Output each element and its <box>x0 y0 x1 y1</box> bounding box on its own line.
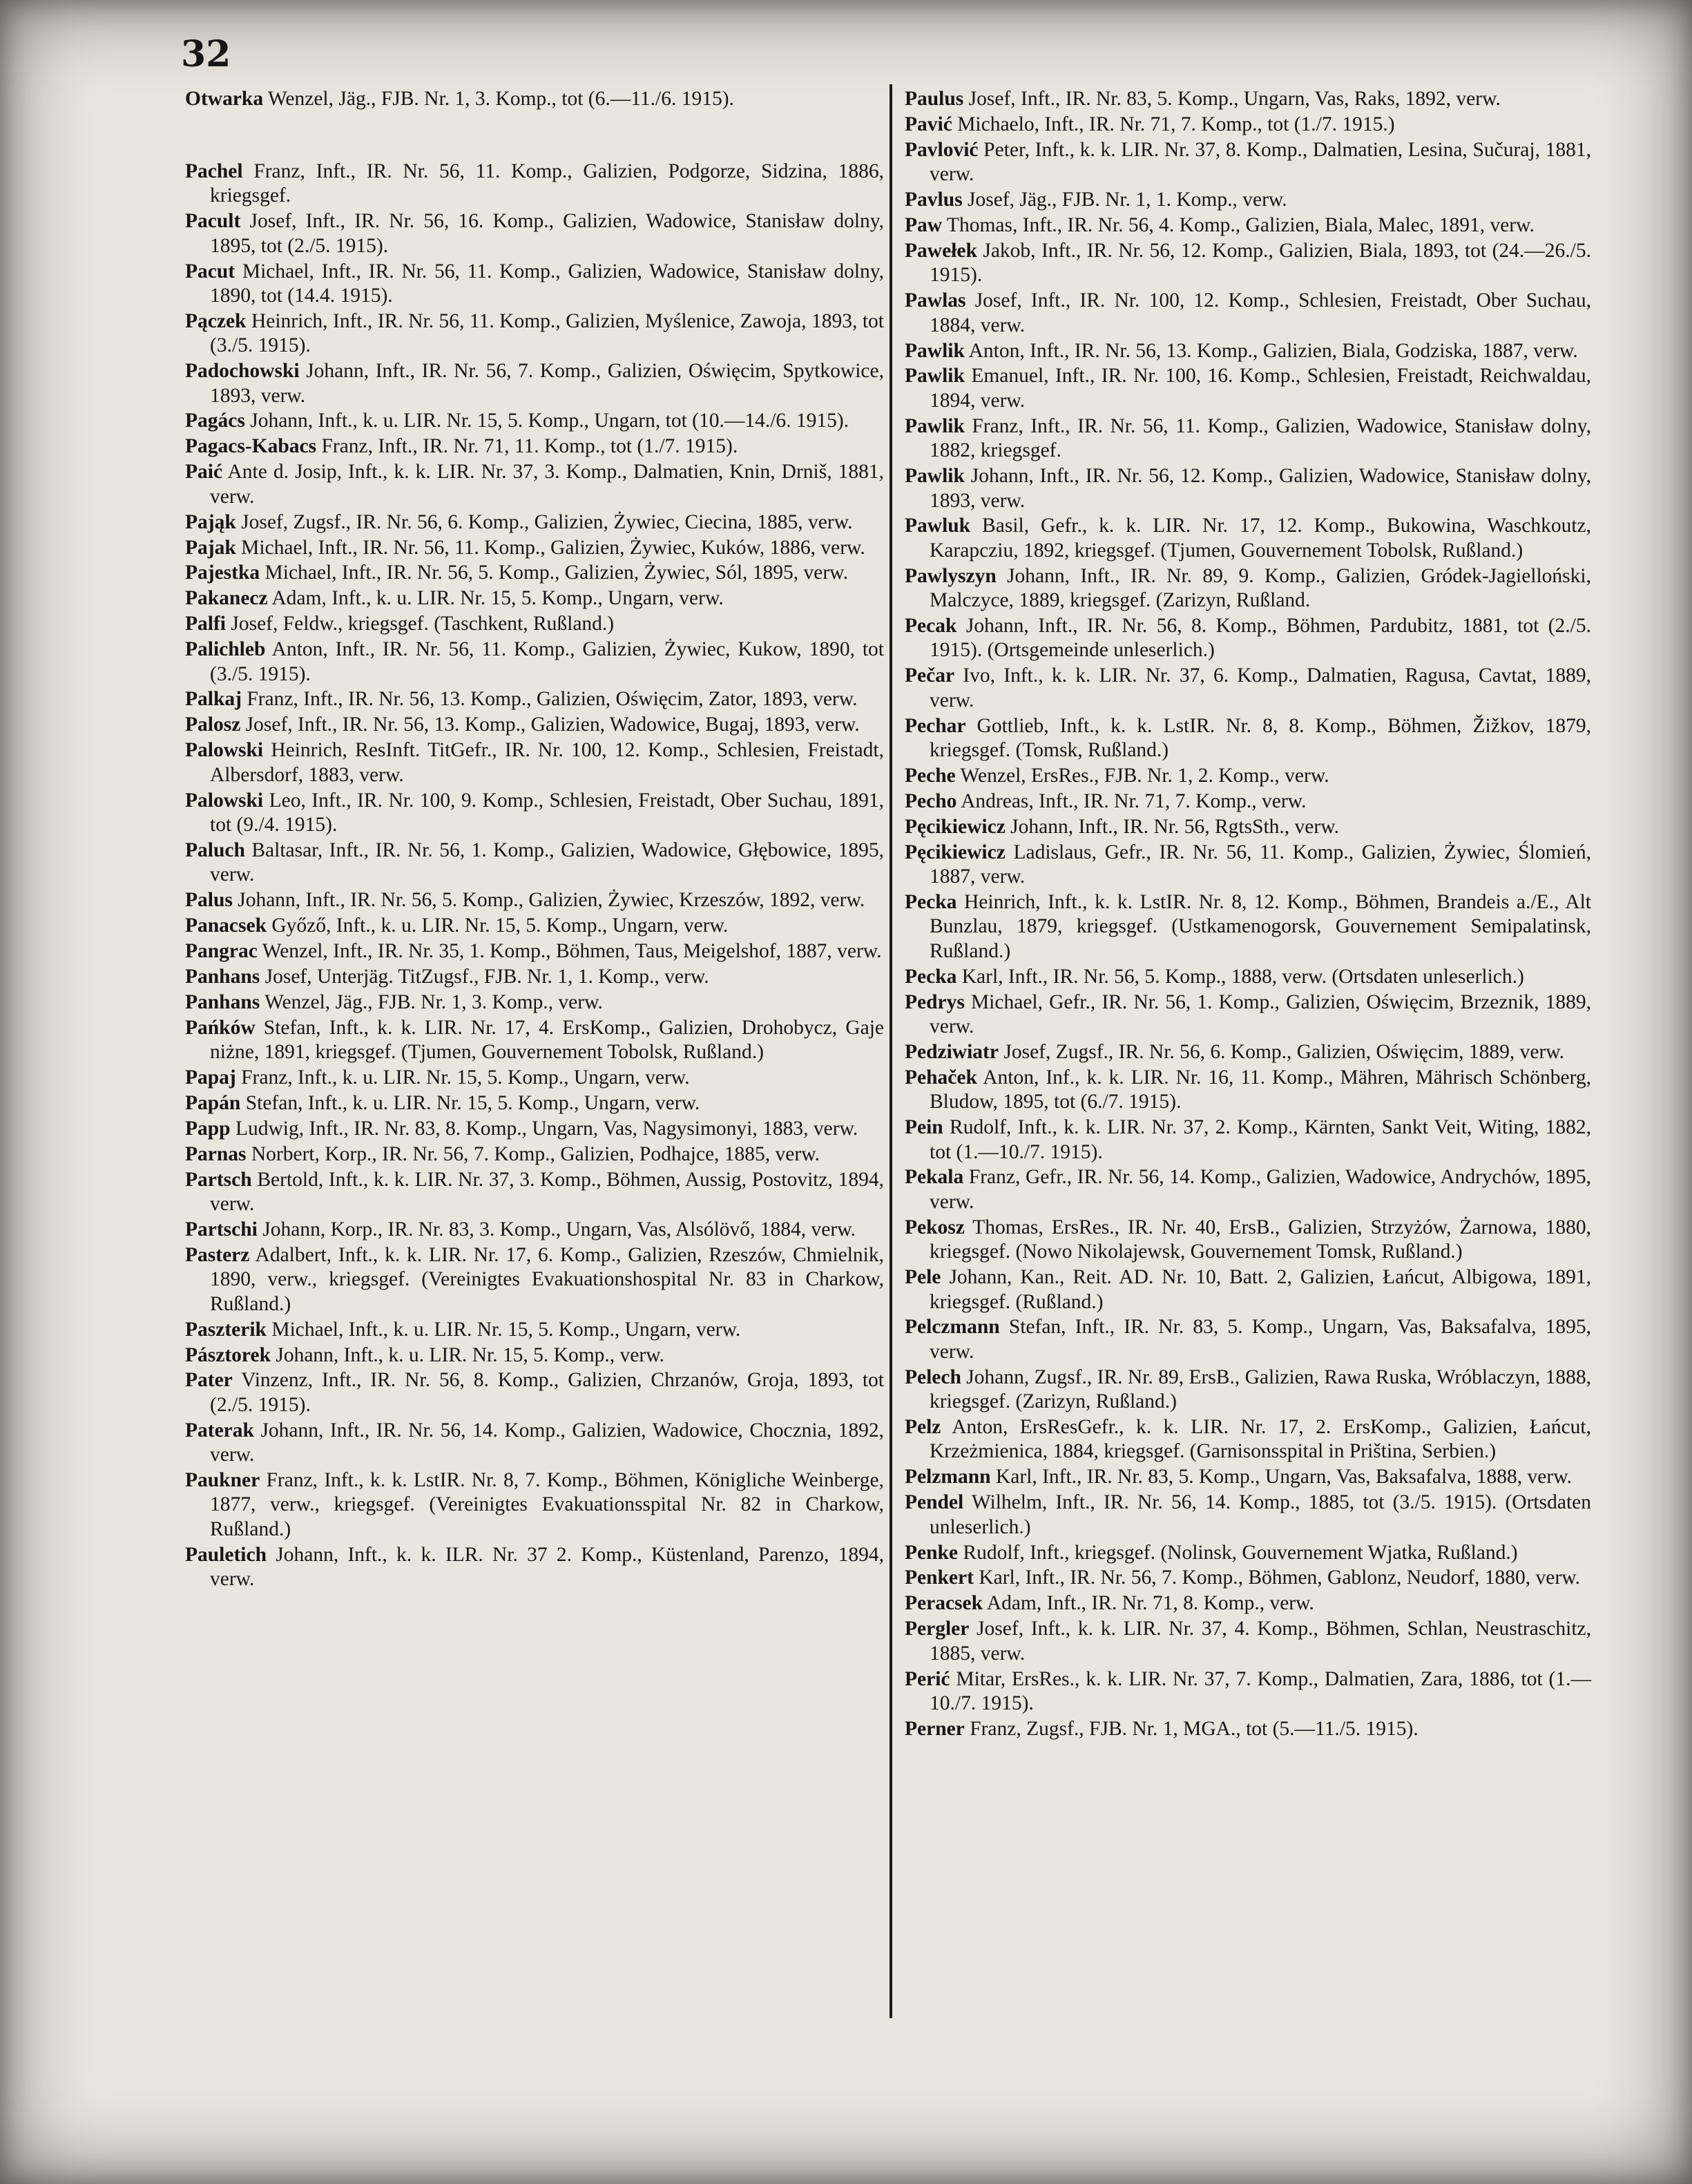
list-entry <box>185 1091 884 1115</box>
entry-surname: Palkaj <box>185 688 242 711</box>
entry-surname: Partsch <box>185 1168 252 1191</box>
entry-surname: Pelz <box>905 1416 941 1439</box>
entry-surname: Palichleb <box>185 638 266 661</box>
entry-surname: Penke <box>905 1541 959 1564</box>
entry-surname: Pelech <box>905 1366 961 1388</box>
entry-details: Thomas, ErsRes., IR. Nr. 40, ErsB., Galizien, Strzyżów, Żarnowa, 1880, kriegsgef. (Nowo Nikolajewsk, Gouvernement Tomsk, Rußland.) <box>930 1216 1591 1263</box>
entry-surname: Panacsek <box>185 914 267 937</box>
list-entry <box>185 536 884 560</box>
entry-details: Anton, ErsResGefr., k. k. LIR. Nr. 17, 2. ErsKomp., Galizien, Łańcut, Krzeżmienica, 1884, kriegsgef. (Garnisonsspital in Priština, Serbien.) <box>930 1416 1591 1463</box>
list-entry <box>185 638 884 687</box>
entry-surname: Paluch <box>185 839 245 861</box>
entry-surname: Pechar <box>905 714 966 737</box>
entry-details: Johann, Inft., IR. Nr. 56, 8. Komp., Böhmen, Pardubitz, 1881, tot (2./5. 1915). (Ortsgemeinde unleserlich.) <box>930 615 1591 662</box>
entry-surname: Pecka <box>905 965 957 988</box>
list-entry <box>185 914 884 938</box>
entry-surname: Padochowski <box>185 360 300 383</box>
entry-surname: Pawlik <box>905 465 965 488</box>
list-entry <box>905 239 1591 288</box>
entry-surname: Pendel <box>905 1491 964 1514</box>
entry-surname: Pachel <box>185 160 243 182</box>
section-gap <box>185 113 884 160</box>
entry-details: Johann, Inft., k. k. ILR. Nr. 37 2. Komp., Küstenland, Parenzo, 1894, verw. <box>210 1543 884 1591</box>
entry-details: Wenzel, Jäg., FJB. Nr. 1, 3. Komp., verw. <box>260 990 603 1013</box>
entry-details: Emanuel, Inft., IR. Nr. 100, 16. Komp., Schlesien, Freistadt, Reichwaldau, 1894, verw. <box>930 365 1591 412</box>
entry-details: Franz, Inft., IR. Nr. 56, 13. Komp., Galizien, Oświęcim, Zator, 1893, verw. <box>241 688 858 711</box>
list-entry <box>905 1717 1591 1741</box>
list-entry <box>905 1415 1591 1464</box>
list-entry <box>905 1165 1591 1214</box>
entry-surname: Pasterz <box>185 1243 250 1266</box>
entry-details: Ladislaus, Gefr., IR. Nr. 56, 11. Komp., Galizien, Żywiec, Ślomień, 1887, verw. <box>930 841 1591 888</box>
list-entry <box>185 939 884 964</box>
entry-surname: Pele <box>905 1266 941 1289</box>
entry-details: Stefan, Inft., k. u. LIR. Nr. 15, 5. Komp., Ungarn, verw. <box>240 1091 700 1114</box>
entry-details: Stefan, Inft., IR. Nr. 83, 5. Komp., Ungarn, Vas, Baksafalva, 1895, verw. <box>930 1316 1591 1363</box>
entry-surname: Pavlović <box>905 138 979 161</box>
list-entry <box>185 1368 884 1417</box>
list-entry <box>905 990 1591 1040</box>
list-entry <box>185 309 884 358</box>
entry-surname: Palosz <box>185 713 241 736</box>
entry-details: Vinzenz, Inft., IR. Nr. 56, 8. Komp., Galizien, Chrzanów, Groja, 1893, tot (2./5. 1915). <box>210 1369 884 1416</box>
list-entry <box>905 764 1591 788</box>
list-entry <box>905 1265 1591 1314</box>
entry-details: Johann, Zugsf., IR. Nr. 89, ErsB., Galizien, Rawa Ruska, Wróblaczyn, 1888, kriegsgef. (Zarizyn, Rußland.) <box>930 1366 1591 1413</box>
entry-surname: Pawluk <box>905 515 971 537</box>
list-entry <box>905 1541 1591 1565</box>
entry-surname: Paulus <box>905 88 964 110</box>
entry-surname: Pavlus <box>905 189 963 211</box>
entry-details: Basil, Gefr., k. k. LIR. Nr. 17, 12. Komp., Bukowina, Waschkoutz, Karapcziu, 1892, kriegsgef. (Tjumen, Gouvernement Tobolsk, Rußland.) <box>930 515 1591 562</box>
entry-details: Josef, Jäg., FJB. Nr. 1, 1. Komp., verw. <box>962 189 1287 211</box>
entry-details: Wenzel, ErsRes., FJB. Nr. 1, 2. Komp., verw. <box>955 764 1329 787</box>
list-entry <box>185 1218 884 1242</box>
list-entry <box>185 1117 884 1141</box>
entry-surname: Pecho <box>905 789 957 812</box>
list-entry <box>905 564 1591 613</box>
entry-surname: Perić <box>905 1667 950 1690</box>
entry-details: Michael, Inft., IR. Nr. 56, 5. Komp., Galizien, Żywiec, Sól, 1895, verw. <box>260 562 848 584</box>
entry-details: Josef, Zugsf., IR. Nr. 56, 6. Komp., Galizien, Oświęcim, 1889, verw. <box>998 1040 1565 1063</box>
entry-details: Josef, Unterjäg. TitZugsf., FJB. Nr. 1, 1. Komp., verw. <box>260 965 709 988</box>
list-entry <box>905 188 1591 212</box>
list-entry <box>185 87 884 111</box>
entry-details: Anton, Inft., IR. Nr. 56, 11. Komp., Galizien, Żywiec, Kukow, 1890, tot (3./5. 1915). <box>210 638 884 685</box>
list-entry <box>185 1066 884 1090</box>
list-entry <box>905 213 1591 238</box>
list-entry <box>185 839 884 888</box>
entry-surname: Otwarka <box>185 88 264 110</box>
entry-surname: Palus <box>185 889 233 912</box>
entry-details: Johann, Inft., k. u. LIR. Nr. 15, 5. Komp., verw. <box>270 1343 664 1366</box>
entry-details: Ludwig, Inft., IR. Nr. 83, 8. Komp., Ungarn, Vas, Nagysimonyi, 1883, verw. <box>230 1117 858 1140</box>
entry-surname: Pagács <box>185 410 245 432</box>
entry-details: Michael, Gefr., IR. Nr. 56, 1. Komp., Galizien, Oświęcim, Brzeznik, 1889, verw. <box>930 990 1591 1038</box>
entry-details: Franz, Zugsf., FJB. Nr. 1, MGA., tot (5.—11./5. 1915). <box>964 1717 1419 1740</box>
list-entry <box>185 1142 884 1167</box>
entry-surname: Pehaček <box>905 1066 977 1089</box>
list-entry <box>905 789 1591 814</box>
entry-details: Anton, Inft., IR. Nr. 56, 13. Komp., Galizien, Biala, Godziska, 1887, verw. <box>964 339 1578 362</box>
entry-surname: Pawełek <box>905 239 977 262</box>
list-entry <box>185 434 884 459</box>
list-entry <box>905 87 1591 111</box>
entry-details: Adam, Inft., k. u. LIR. Nr. 15, 5. Komp., Ungarn, verw. <box>267 587 724 610</box>
entry-details: Josef, Feldw., kriegsgef. (Taschkent, Rußland.) <box>226 613 615 635</box>
entry-surname: Pawlik <box>905 414 965 437</box>
column-divider <box>890 84 892 2018</box>
list-entry <box>905 1366 1591 1415</box>
entry-details: Michael, Inft., IR. Nr. 56, 11. Komp., Galizien, Wadowice, Stanisław dolny, 1890, tot (14.4. 1915). <box>210 260 884 307</box>
entry-details: Thomas, Inft., IR. Nr. 56, 4. Komp., Galizien, Biala, Malec, 1891, verw. <box>942 214 1535 237</box>
entry-surname: Paw <box>905 214 943 237</box>
entry-surname: Pawlas <box>905 289 966 312</box>
entry-details: Johann, Inft., IR. Nr. 56, 14. Komp., Galizien, Wadowice, Chocznia, 1892, verw. <box>210 1419 884 1466</box>
list-entry <box>905 138 1591 187</box>
list-entry <box>905 890 1591 964</box>
list-entry <box>905 1066 1591 1115</box>
entry-surname: Palowski <box>185 789 264 812</box>
entry-details: Karl, Inft., IR. Nr. 56, 7. Komp., Böhmen, Gablonz, Neudorf, 1880, verw. <box>973 1567 1580 1589</box>
entry-details: Josef, Inft., IR. Nr. 56, 16. Komp., Galizien, Wadowice, Stanisław dolny, 1895, tot (2./5. 1915). <box>210 210 884 257</box>
entry-surname: Peracsek <box>905 1592 983 1615</box>
entry-details: Johann, Inft., IR. Nr. 56, RgtsSth., verw. <box>1005 815 1339 838</box>
entry-details: Rudolf, Inft., kriegsgef. (Nolinsk, Gouvernement Wjatka, Rußland.) <box>958 1541 1518 1564</box>
entry-details: Franz, Inft., IR. Nr. 71, 11. Komp., tot (1./7. 1915). <box>316 435 738 458</box>
entry-surname: Paukner <box>185 1469 260 1492</box>
entry-details: Franz, Inft., k. k. LstIR. Nr. 8, 7. Komp., Böhmen, Königliche Weinberge, 1877, verw., kriegsgef. (Vereinigtes Evakuationsspital Nr. 82 in Charkow, Rußland.) <box>210 1469 884 1540</box>
entry-surname: Peche <box>905 764 956 787</box>
list-entry <box>905 1667 1591 1716</box>
entry-details: Johann, Inft., k. u. LIR. Nr. 15, 5. Komp., Ungarn, tot (10.—14./6. 1915). <box>244 410 849 432</box>
entry-details: Johann, Inft., IR. Nr. 56, 12. Komp., Galizien, Wadowice, Stanisław dolny, 1893, verw. <box>930 465 1591 512</box>
list-entry <box>185 1168 884 1217</box>
list-entry <box>185 1468 884 1542</box>
entry-surname: Pajak <box>185 536 236 559</box>
entry-details: Michael, Inft., IR. Nr. 56, 11. Komp., Galizien, Żywiec, Kuków, 1886, verw. <box>235 536 865 559</box>
entry-details: Norbert, Korp., IR. Nr. 56, 7. Komp., Galizien, Podhajce, 1885, verw. <box>246 1142 820 1165</box>
entry-surname: Pacult <box>185 210 241 233</box>
list-entry <box>905 514 1591 563</box>
entry-surname: Panhans <box>185 990 260 1013</box>
entry-details: Leo, Inft., IR. Nr. 100, 9. Komp., Schlesien, Freistadt, Ober Suchau, 1891, tot (9./4. 1915). <box>210 789 884 836</box>
entry-details: Franz, Gefr., IR. Nr. 56, 14. Komp., Galizien, Wadowice, Andrychów, 1895, verw. <box>930 1166 1591 1213</box>
list-entry <box>185 789 884 838</box>
entry-details: Adam, Inft., IR. Nr. 71, 8. Komp., verw. <box>983 1592 1314 1615</box>
entry-surname: Paić <box>185 461 223 483</box>
entry-surname: Pawlik <box>905 365 965 387</box>
list-entry <box>185 561 884 585</box>
list-entry <box>905 1617 1591 1666</box>
entry-details: Ante d. Josip, Inft., k. k. LIR. Nr. 37, 3. Komp., Dalmatien, Knin, Drniš, 1881, verw. <box>210 461 884 508</box>
entry-surname: Panhans <box>185 965 260 988</box>
entry-details: Wilhelm, Inft., IR. Nr. 56, 14. Komp., 1885, tot (3./5. 1915). (Ortsdaten unleserlich.) <box>930 1491 1591 1538</box>
list-entry <box>185 1543 884 1592</box>
left-entry-list <box>185 160 884 1592</box>
list-entry <box>185 1419 884 1468</box>
entry-surname: Pecak <box>905 615 957 638</box>
entry-surname: Palowski <box>185 739 264 762</box>
right-column <box>905 87 1591 1743</box>
entry-surname: Pein <box>905 1116 943 1139</box>
list-entry <box>185 260 884 309</box>
list-entry <box>905 1566 1591 1590</box>
entry-surname: Pelzmann <box>905 1466 991 1488</box>
entry-details: Michael, Inft., k. u. LIR. Nr. 15, 5. Komp., Ungarn, verw. <box>266 1318 741 1341</box>
entry-surname: Penkert <box>905 1567 974 1589</box>
entry-details: Adalbert, Inft., k. k. LIR. Nr. 17, 6. Komp., Galizien, Rzeszów, Chmielnik, 1890, verw., kriegsgef. (Vereinigtes Evakuationshospital Nr. 83 in Charkow, Rußland.) <box>210 1243 884 1315</box>
entry-details: Heinrich, ResInft. TitGefr., IR. Nr. 100, 12. Komp., Schlesien, Freistadt, Albersdorf, 1883, verw. <box>210 739 884 786</box>
entry-surname: Pacut <box>185 260 235 282</box>
entry-surname: Pedziwiatr <box>905 1040 999 1063</box>
list-entry <box>185 1343 884 1368</box>
entry-surname: Partschi <box>185 1218 258 1241</box>
list-entry <box>905 965 1591 989</box>
list-entry <box>905 414 1591 463</box>
entry-details: Rudolf, Inft., k. k. LIR. Nr. 37, 2. Komp., Kärnten, Sankt Veit, Witing, 1882, tot (1.—10./7. 1915). <box>930 1116 1591 1163</box>
entry-details: Josef, Inft., IR. Nr. 56, 13. Komp., Galizien, Wadowice, Bugaj, 1893, verw. <box>240 713 860 736</box>
entry-details: Stefan, Inft., k. k. LIR. Nr. 17, 4. ErsKomp., Galizien, Drohobycz, Gaje niżne, 1891, kriegsgef. (Tjumen, Gouvernement Tobolsk, Rußland.) <box>210 1016 884 1064</box>
entry-details: Josef, Inft., IR. Nr. 83, 5. Komp., Ungarn, Vas, Raks, 1892, verw. <box>963 88 1501 110</box>
entry-surname: Pečar <box>905 664 955 687</box>
entry-surname: Pekosz <box>905 1216 965 1238</box>
entry-details: Jakob, Inft., IR. Nr. 56, 12. Komp., Galizien, Biala, 1893, tot (24.—26./5. 1915). <box>930 239 1591 287</box>
list-entry <box>905 1591 1591 1616</box>
entry-details: Franz, Inft., k. u. LIR. Nr. 15, 5. Komp., Ungarn, verw. <box>235 1066 690 1089</box>
entry-surname: Perner <box>905 1717 965 1740</box>
list-entry <box>185 409 884 433</box>
list-entry <box>185 713 884 737</box>
list-entry <box>905 614 1591 663</box>
entry-details: Franz, Inft., IR. Nr. 56, 11. Komp., Galizien, Wadowice, Stanisław dolny, 1882, kriegsgef. <box>930 414 1591 462</box>
entry-details: Johann, Korp., IR. Nr. 83, 3. Komp., Ungarn, Vas, Alsólövő, 1884, verw. <box>257 1218 856 1241</box>
left-column <box>185 87 884 1593</box>
entry-details: Győző, Inft., k. u. LIR. Nr. 15, 5. Komp., Ungarn, verw. <box>267 914 729 937</box>
list-entry <box>905 464 1591 513</box>
entry-surname: Pelczmann <box>905 1316 1000 1339</box>
entry-surname: Pańków <box>185 1016 256 1039</box>
list-entry <box>185 965 884 989</box>
entry-surname: Papaj <box>185 1066 236 1089</box>
list-entry <box>905 714 1591 763</box>
entry-surname: Pauletich <box>185 1543 267 1566</box>
entry-details: Wenzel, Inft., IR. Nr. 35, 1. Komp., Böhmen, Taus, Meigelshof, 1887, verw. <box>257 940 882 962</box>
list-entry <box>905 1040 1591 1064</box>
entry-surname: Pagacs-Kabacs <box>185 435 317 458</box>
entry-surname: Parnas <box>185 1142 247 1165</box>
entry-details: Peter, Inft., k. k. LIR. Nr. 37, 8. Komp., Dalmatien, Lesina, Sučuraj, 1881, verw. <box>930 138 1591 186</box>
list-entry <box>905 1315 1591 1364</box>
list-entry <box>905 113 1591 137</box>
entry-surname: Pączek <box>185 309 247 332</box>
entry-surname: Pajestka <box>185 562 260 584</box>
list-entry <box>905 1465 1591 1489</box>
list-entry <box>905 815 1591 839</box>
entry-details: Johann, Inft., IR. Nr. 56, 7. Komp., Galizien, Oświęcim, Spytkowice, 1893, verw. <box>210 360 884 407</box>
page-number: 32 <box>181 33 231 75</box>
list-entry <box>185 888 884 912</box>
entry-surname: Pedrys <box>905 990 965 1013</box>
entry-surname: Pekala <box>905 1166 964 1189</box>
list-entry <box>905 364 1591 413</box>
entry-details: Heinrich, Inft., k. k. LstIR. Nr. 8, 12. Komp., Böhmen, Brandeis a./E., Alt Bunzlau, 1879, kriegsgef. (Ustkamenogorsk, Gouvernement Semipalatinsk, Rußland.) <box>930 891 1591 962</box>
entry-details: Johann, Inft., IR. Nr. 56, 5. Komp., Galizien, Żywiec, Krzeszów, 1892, verw. <box>232 889 865 912</box>
list-entry <box>185 160 884 209</box>
list-entry <box>185 510 884 535</box>
entry-surname: Papán <box>185 1091 241 1114</box>
entry-details: Baltasar, Inft., IR. Nr. 56, 1. Komp., Galizien, Wadowice, Głębowice, 1895, verw. <box>210 839 884 886</box>
entry-details: Wenzel, Jäg., FJB. Nr. 1, 3. Komp., tot (6.—11./6. 1915). <box>263 88 734 110</box>
entry-surname: Pęcikiewicz <box>905 815 1006 838</box>
entry-surname: Pásztorek <box>185 1343 271 1366</box>
list-entry <box>905 339 1591 363</box>
list-entry <box>185 990 884 1015</box>
entry-surname: Paszterik <box>185 1318 267 1341</box>
entry-details: Heinrich, Inft., IR. Nr. 56, 11. Komp., Galizien, Myślenice, Zawoja, 1893, tot (3./5. 1915). <box>210 309 884 357</box>
list-entry <box>905 664 1591 713</box>
entry-surname: Pawlik <box>905 339 965 362</box>
list-entry <box>905 1491 1591 1540</box>
entry-details: Anton, Inf., k. k. LIR. Nr. 16, 11. Komp., Mähren, Mährisch Schönberg, Bludow, 1895, tot (6./7. 1915). <box>930 1066 1591 1113</box>
list-entry <box>905 1216 1591 1265</box>
list-entry <box>185 460 884 509</box>
right-entry-list <box>905 87 1591 1741</box>
entry-details: Josef, Inft., k. k. LIR. Nr. 37, 4. Komp., Böhmen, Schlan, Neustraschitz, 1885, verw. <box>930 1618 1591 1665</box>
entry-surname: Pawlyszyn <box>905 564 997 587</box>
list-entry <box>185 1243 884 1316</box>
list-entry <box>185 687 884 711</box>
entry-surname: Palfi <box>185 613 226 635</box>
entry-details: Mitar, ErsRes., k. k. LIR. Nr. 37, 7. Komp., Dalmatien, Zara, 1886, tot (1.—10./7. 1915). <box>930 1667 1591 1714</box>
entry-surname: Pakanecz <box>185 587 268 610</box>
entry-details: Josef, Inft., IR. Nr. 100, 12. Komp., Schlesien, Freistadt, Ober Suchau, 1884, verw. <box>930 289 1591 336</box>
entry-surname: Paterak <box>185 1419 254 1441</box>
list-entry <box>185 359 884 408</box>
entry-details: Karl, Inft., IR. Nr. 56, 5. Komp., 1888, verw. (Ortsdaten unleserlich.) <box>956 965 1524 988</box>
entry-details: Andreas, Inft., IR. Nr. 71, 7. Komp., verw. <box>956 789 1307 812</box>
list-entry <box>185 612 884 636</box>
entry-details: Johann, Kan., Reit. AD. Nr. 10, Batt. 2, Galizien, Łańcut, Albigowa, 1891, kriegsgef. (Rußland.) <box>930 1266 1591 1313</box>
entry-details: Michaelo, Inft., IR. Nr. 71, 7. Komp., tot (1./7. 1915.) <box>952 113 1395 135</box>
entry-details: Gottlieb, Inft., k. k. LstIR. Nr. 8, 8. Komp., Böhmen, Žižkov, 1879, kriegsgef. (Tomsk, Rußland.) <box>930 714 1591 762</box>
entry-details: Franz, Inft., IR. Nr. 56, 11. Komp., Galizien, Podgorze, Sidzina, 1886, kriegsgef. <box>210 160 884 207</box>
entry-surname: Pavić <box>905 113 952 135</box>
entry-surname: Pęcikiewicz <box>905 841 1006 863</box>
entry-details: Bertold, Inft., k. k. LIR. Nr. 37, 3. Komp., Böhmen, Aussig, Postovitz, 1894, verw. <box>210 1168 884 1216</box>
list-entry <box>185 1318 884 1342</box>
list-entry <box>185 586 884 611</box>
list-entry <box>905 1115 1591 1165</box>
list-entry <box>185 1016 884 1065</box>
entry-surname: Papp <box>185 1117 231 1140</box>
entry-surname: Pergler <box>905 1618 970 1640</box>
entry-details: Johann, Inft., IR. Nr. 89, 9. Komp., Galizien, Gródek-Jagielloński, Malczyce, 1889, kriegsgef. (Zarizyn, Rußland. <box>930 564 1591 612</box>
list-entry <box>905 289 1591 338</box>
entry-details: Karl, Inft., IR. Nr. 83, 5. Komp., Ungarn, Vas, Baksafalva, 1888, verw. <box>990 1466 1572 1488</box>
entry-surname: Pająk <box>185 510 236 533</box>
entry-surname: Pecka <box>905 891 957 913</box>
list-entry <box>185 209 884 258</box>
entry-details: Ivo, Inft., k. k. LIR. Nr. 37, 6. Komp., Dalmatien, Ragusa, Cavtat, 1889, verw. <box>930 664 1591 711</box>
entry-surname: Pangrac <box>185 940 258 962</box>
list-entry <box>905 841 1591 890</box>
entry-surname: Pater <box>185 1369 233 1392</box>
list-entry <box>185 738 884 787</box>
entry-details: Josef, Zugsf., IR. Nr. 56, 6. Komp., Galizien, Żywiec, Ciecina, 1885, verw. <box>235 510 853 533</box>
